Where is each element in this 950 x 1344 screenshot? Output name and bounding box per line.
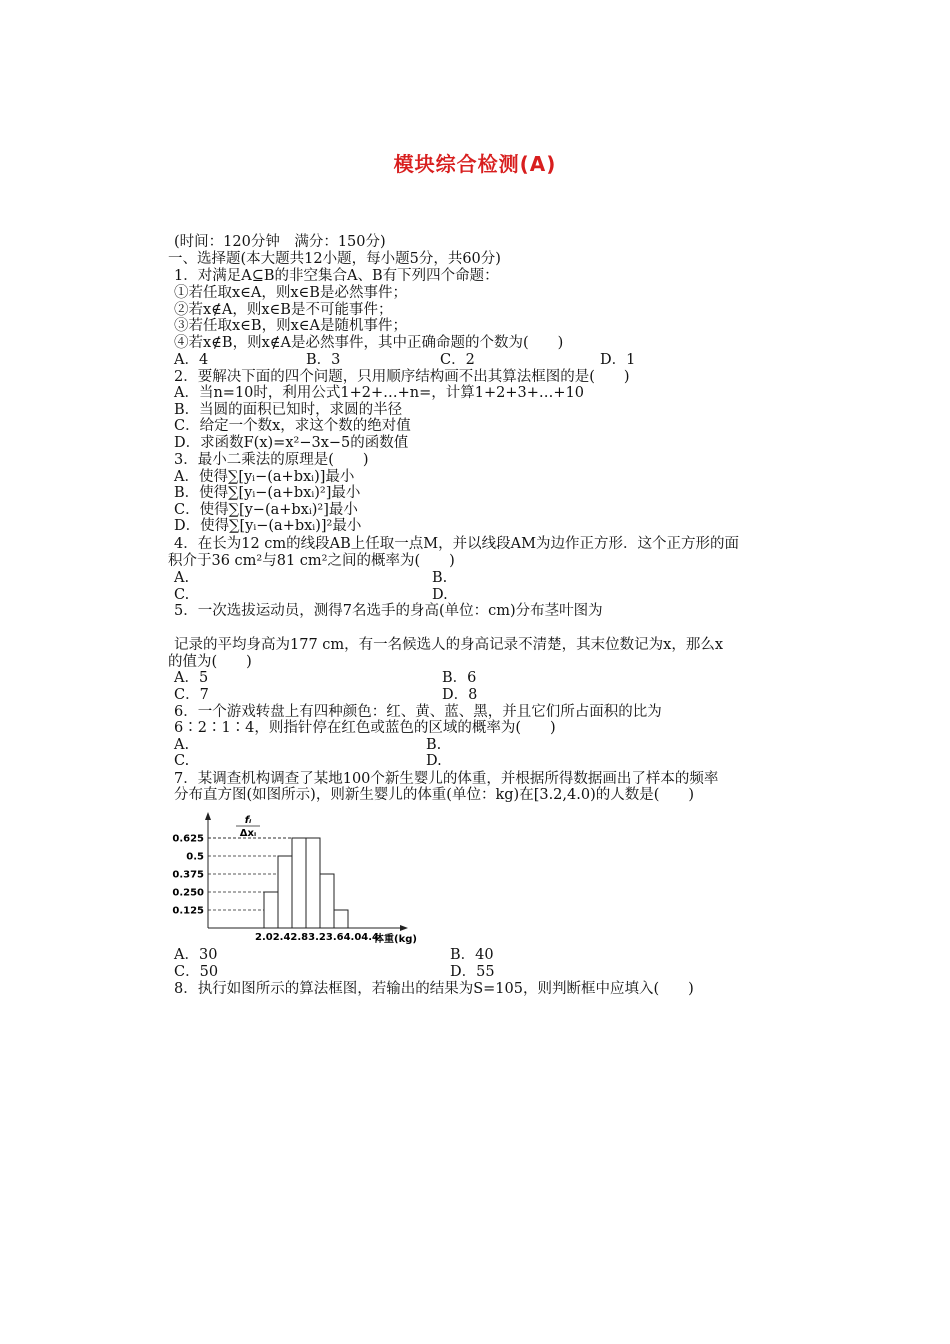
q5-option-b: B．6 — [442, 670, 477, 686]
q1-statement-1: ①若任取x∈A，则x∈B是必然事件； — [174, 285, 407, 301]
q6-stem-line2: 6∶2∶1∶4，则指针停在红色或蓝色的区域的概率为( ) — [174, 720, 556, 736]
q4-stem-line1: 4．在长为12 cm的线段AB上任取一点M，并以线段AM为边作正方形．这个正方形的面 — [174, 536, 739, 552]
q7-stem-line1: 7．某调查机构调查了某地100个新生婴儿的体重，并根据所得数据画出了样本的频率 — [174, 771, 719, 787]
q7-option-c: C．50 — [174, 964, 219, 980]
x-tick-labels: 2.02.42.83.23.64.04.4 — [255, 932, 380, 943]
page-title: 模块综合检测(A) — [393, 152, 557, 176]
q5-option-a: A．5 — [174, 670, 209, 686]
q2-option-b: B．当圆的面积已知时，求圆的半径 — [174, 402, 403, 418]
q2-option-d: D．求函数F(x)=x²−3x−5的函数值 — [174, 435, 409, 451]
q1-option-b: B．3 — [306, 352, 341, 368]
y-axis-arrow — [205, 812, 211, 820]
histogram-bar — [264, 892, 278, 928]
q5-option-c: C．7 — [174, 687, 209, 703]
q5-stem: 5．一次选拔运动员，测得7名选手的身高(单位：cm)分布茎叶图为 — [174, 603, 603, 619]
q6-option-b: B. — [426, 737, 442, 753]
histogram-bar — [334, 910, 348, 928]
y-tick-label: 0.375 — [172, 869, 204, 881]
y-tick-label: 0.125 — [172, 905, 204, 917]
q4-option-c: C. — [174, 587, 190, 603]
section-heading: 一、选择题(本大题共12小题，每小题5分，共60分) — [168, 251, 501, 267]
q2-stem: 2．要解决下面的四个问题，只用顺序结构画不出其算法框图的是( ) — [174, 369, 630, 385]
frequency-histogram — [168, 812, 428, 948]
histogram-bar — [306, 838, 320, 928]
histogram-bar — [292, 838, 306, 928]
q6-option-d: D. — [426, 753, 442, 769]
q2-option-c: C．给定一个数x，求这个数的绝对值 — [174, 418, 411, 434]
q8-stem: 8．执行如图所示的算法框图，若输出的结果为S=105，则判断框中应填入( ) — [174, 981, 694, 997]
q1-statement-4: ④若x∉B，则x∉A是必然事件，其中正确命题的个数为( ) — [174, 335, 564, 351]
q2-option-a: A．当n=10时，利用公式1+2+…+n=，计算1+2+3+…+10 — [174, 385, 585, 401]
q1-stem: 1．对满足A⊆B的非空集合A、B有下列四个命题： — [174, 268, 499, 284]
y-tick-label: 0.250 — [172, 887, 204, 899]
y-tick-label: 0.625 — [172, 833, 204, 845]
q3-stem: 3．最小二乘法的原理是( ) — [174, 452, 369, 468]
q5-continuation-2: 的值为( ) — [168, 654, 252, 670]
q3-option-c: C．使得∑[y−(a+bxᵢ)²]最小 — [174, 502, 358, 518]
x-axis-arrow — [400, 925, 408, 931]
q4-option-a: A. — [174, 570, 190, 586]
q6-stem-line1: 6．一个游戏转盘上有四种颜色：红、黄、蓝、黑，并且它们所占面积的比为 — [174, 704, 662, 720]
exam-meta: (时间：120分钟 满分：150分) — [174, 234, 386, 250]
q1-statement-3: ③若任取x∈B，则x∈A是随机事件； — [174, 318, 407, 334]
q5-option-d: D．8 — [442, 687, 478, 703]
q3-option-a: A．使得∑[yᵢ−(a+bxᵢ)]最小 — [174, 469, 355, 485]
histogram-bar — [320, 874, 334, 928]
q1-option-d: D．1 — [600, 352, 636, 368]
y-axis-label-denominator: Δxᵢ — [239, 828, 257, 839]
histogram-bar — [278, 856, 292, 928]
q6-option-c: C. — [174, 753, 190, 769]
y-axis-label-numerator: fᵢ — [244, 815, 252, 826]
q6-option-a: A. — [174, 737, 190, 753]
x-axis-label: 体重(kg) — [374, 934, 417, 945]
q1-option-a: A．4 — [174, 352, 209, 368]
q4-option-d: D. — [432, 587, 448, 603]
q3-option-d: D．使得∑[yᵢ−(a+bxᵢ)]²最小 — [174, 518, 362, 534]
q1-option-c: C．2 — [440, 352, 475, 368]
q4-option-b: B. — [432, 570, 448, 586]
q5-continuation-1: 记录的平均身高为177 cm，有一名候选人的身高记录不清楚，其末位数记为x，那么x — [174, 637, 724, 653]
y-tick-label: 0.5 — [186, 851, 204, 863]
q1-statement-2: ②若x∉A，则x∈B是不可能事件； — [174, 302, 393, 318]
q7-option-a: A．30 — [174, 947, 218, 963]
q7-option-d: D．55 — [450, 964, 495, 980]
q7-stem-line2: 分布直方图(如图所示)，则新生婴儿的体重(单位：kg)在[3.2,4.0)的人数是( ) — [174, 787, 695, 803]
q3-option-b: B．使得∑[yᵢ−(a+bxᵢ)²]最小 — [174, 485, 361, 501]
q4-stem-line2: 积介于36 cm²与81 cm²之间的概率为( ) — [168, 553, 455, 569]
q7-option-b: B．40 — [450, 947, 494, 963]
